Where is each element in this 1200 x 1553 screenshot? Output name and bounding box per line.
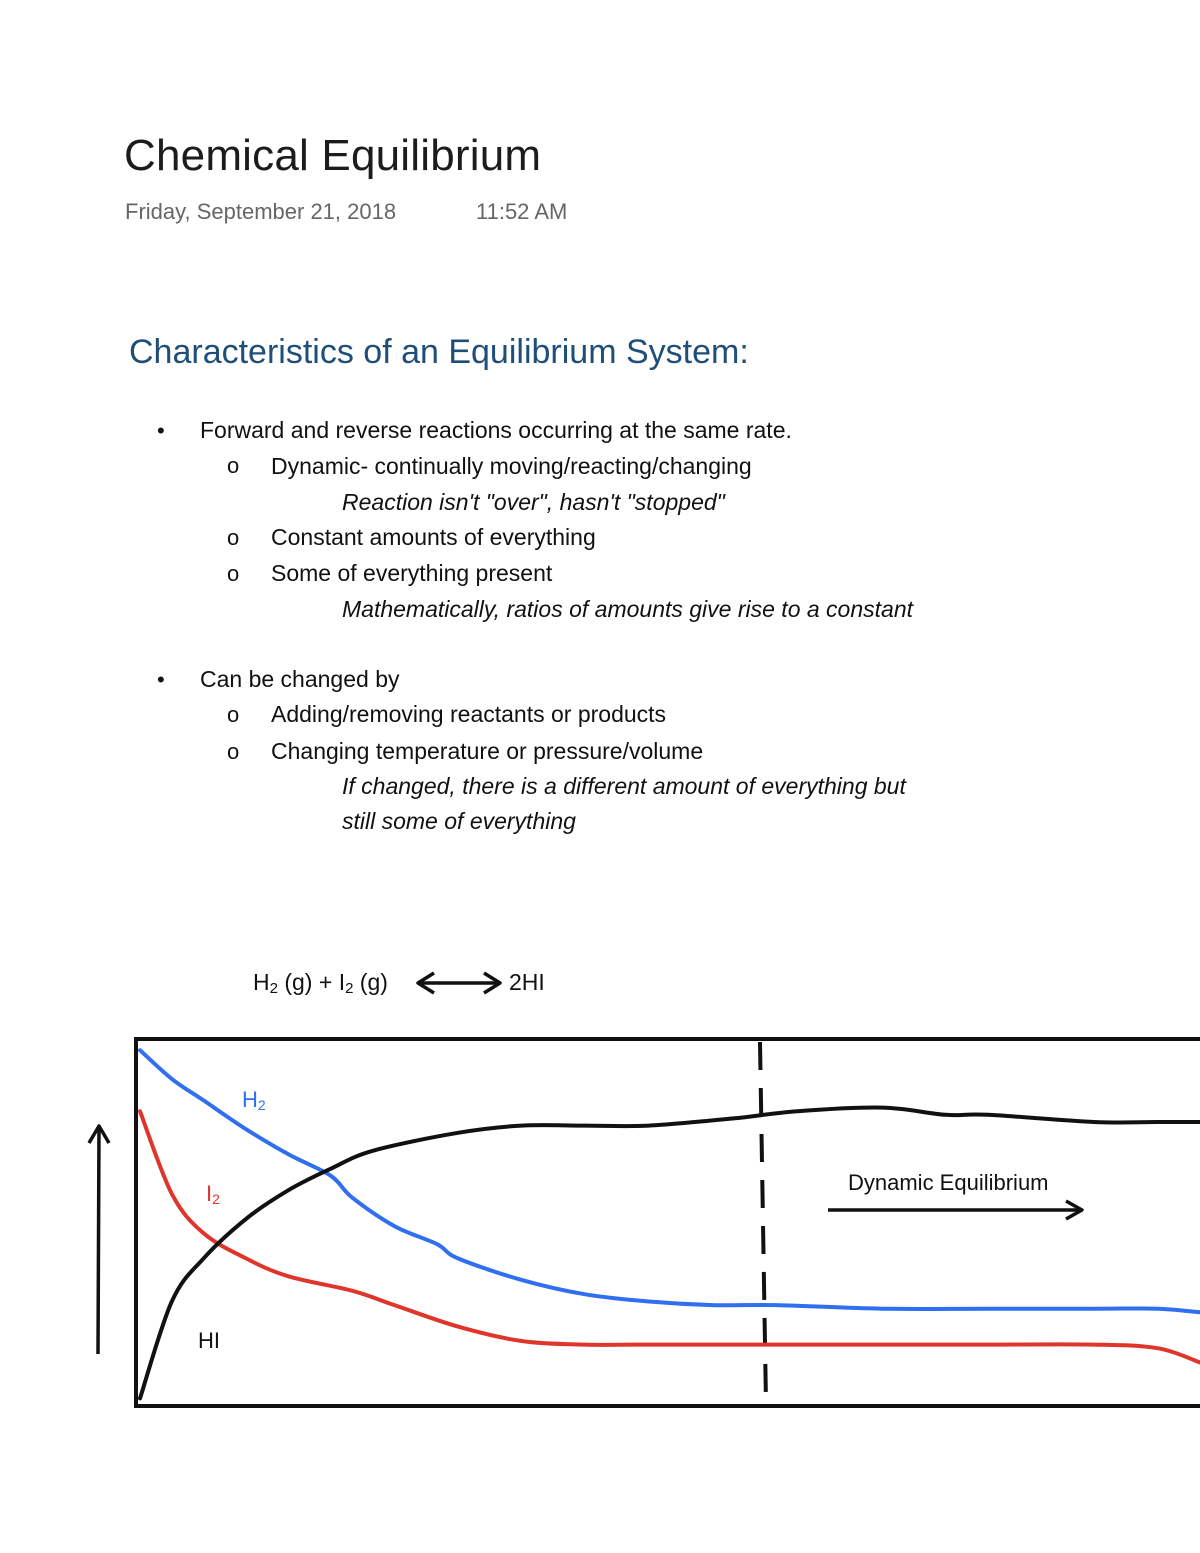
- series-line-hi: [140, 1108, 1200, 1399]
- bullet-text: Forward and reverse reactions occurring at the same rate.: [200, 417, 792, 443]
- eq-species: H: [253, 969, 270, 995]
- sub-bullet-text: Some of everything present: [271, 560, 553, 586]
- y-axis-arrow-icon: [89, 1126, 109, 1354]
- sub-bullet-symbol: o: [227, 561, 240, 586]
- sub-bullet-symbol: o: [227, 739, 240, 764]
- bullet-symbol: •: [157, 667, 165, 692]
- bullet-text: Can be changed by: [200, 666, 400, 692]
- eq-species: I: [338, 969, 346, 995]
- h2-label-base: H: [242, 1087, 258, 1112]
- double-arrow-icon: [418, 973, 500, 993]
- h2-label: [242, 1087, 266, 1113]
- sub-bullet-note: Mathematically, ratios of amounts give rise to a constant: [342, 596, 914, 622]
- note-time: 11:52 AM: [476, 199, 568, 224]
- h2-label-sub: 2: [257, 1097, 266, 1113]
- sub-bullet-text: Constant amounts of everything: [271, 524, 596, 550]
- i2-label-sub: 2: [212, 1191, 220, 1207]
- bullet-symbol: •: [157, 418, 165, 443]
- note-date: Friday, September 21, 2018: [125, 199, 397, 224]
- hi-label: HI: [198, 1328, 220, 1353]
- eq-state: (g) +: [277, 969, 339, 995]
- series-line-i2: [140, 1111, 1200, 1362]
- sub-bullet-text: Dynamic- continually moving/reacting/changing: [271, 453, 752, 479]
- i2-label: [206, 1181, 220, 1207]
- sub-bullet-symbol: o: [227, 525, 240, 550]
- eq-product: 2HI: [509, 969, 545, 995]
- sub-bullet-text: Changing temperature or pressure/volume: [271, 738, 704, 764]
- sub-bullet-symbol: o: [227, 453, 240, 478]
- section-heading: Characteristics of an Equilibrium System:: [129, 333, 749, 371]
- chart-frame: [136, 1039, 1200, 1406]
- eq-subscript: 2: [345, 980, 354, 997]
- sub-bullet-note: still some of everything: [342, 808, 576, 834]
- page-title: Chemical Equilibrium: [124, 131, 542, 180]
- eq-state: (g): [353, 969, 388, 995]
- sub-bullet-note: Reaction isn't "over", hasn't "stopped": [342, 489, 725, 515]
- sub-bullet-text: Adding/removing reactants or products: [271, 701, 667, 727]
- right-arrow-icon: [828, 1201, 1082, 1219]
- sub-bullet-symbol: o: [227, 702, 240, 727]
- eq-subscript: 2: [269, 980, 278, 997]
- i2-label-base: I: [206, 1181, 213, 1206]
- dynamic-equilibrium-label: Dynamic Equilibrium: [848, 1170, 1049, 1195]
- equilibrium-divider: [760, 1042, 766, 1404]
- sub-bullet-note: If changed, there is a different amount of everything but: [342, 773, 906, 799]
